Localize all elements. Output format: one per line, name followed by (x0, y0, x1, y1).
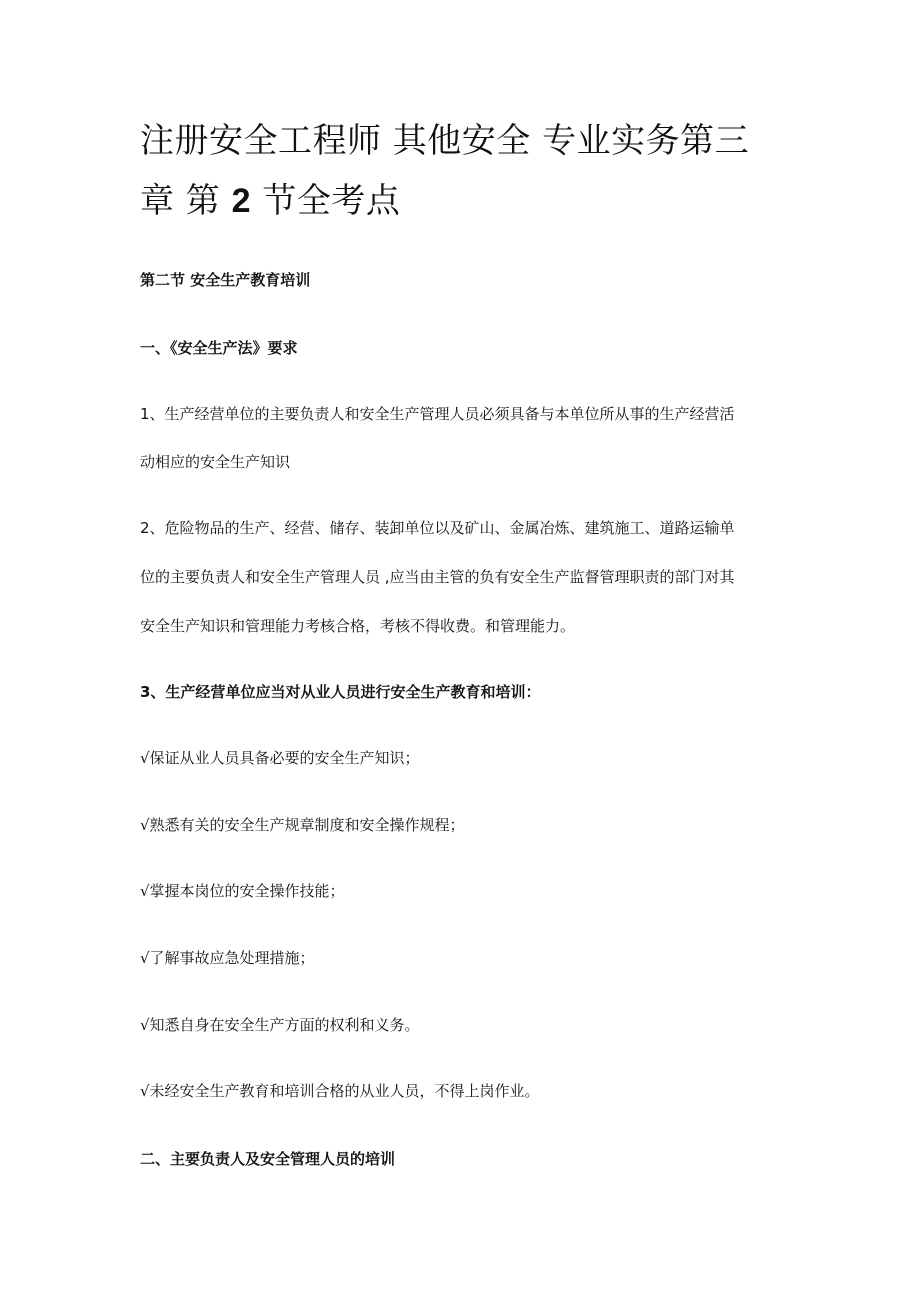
item-2-line-1: 2、危险物品的生产、经营、储存、装卸单位以及矿山、金属冶炼、建筑施工、道路运输单 (140, 519, 735, 537)
document-title-line-1 (140, 121, 749, 161)
title-line-2-suffix: 节全考点 (262, 181, 401, 221)
part-1-heading: 一、《安全生产法》要求 (140, 339, 298, 357)
title-line-1-text: 注册安全工程师 其他安全 专业实务第三 (140, 121, 750, 161)
item-3-heading: 3、生产经营单位应当对从业人员进行安全生产教育和培训： (140, 683, 541, 701)
item-2-line-2: 位的主要负责人和安全生产管理人员 ,应当由主管的负有安全生产监督管理职责的部门对其 (140, 568, 735, 586)
check-item: √掌握本岗位的安全操作技能； (140, 882, 345, 900)
title-chapter-number: 2 (231, 182, 252, 220)
item-1-line-2: 动相应的安全生产知识 (140, 453, 291, 471)
check-item: √了解事故应急处理措施； (140, 949, 315, 967)
title-line-2-prefix: 章 第 (140, 181, 221, 221)
part-2-heading: 二、主要负责人及安全管理人员的培训 (140, 1150, 396, 1168)
document-title-line-2 (140, 181, 400, 221)
item-1-line-1: 1、生产经营单位的主要负责人和安全生产管理人员必须具备与本单位所从事的生产经营活 (140, 405, 735, 423)
check-item: √保证从业人员具备必要的安全生产知识； (140, 749, 420, 767)
item-2-line-3: 安全生产知识和管理能力考核合格，考核不得收费。和管理能力。 (140, 617, 576, 635)
check-item: √知悉自身在安全生产方面的权利和义务。 (140, 1016, 420, 1034)
section-heading: 第二节 安全生产教育培训 (140, 271, 311, 289)
check-item: √熟悉有关的安全生产规章制度和安全操作规程； (140, 816, 465, 834)
check-item: √未经安全生产教育和培训合格的从业人员，不得上岗作业。 (140, 1082, 540, 1100)
